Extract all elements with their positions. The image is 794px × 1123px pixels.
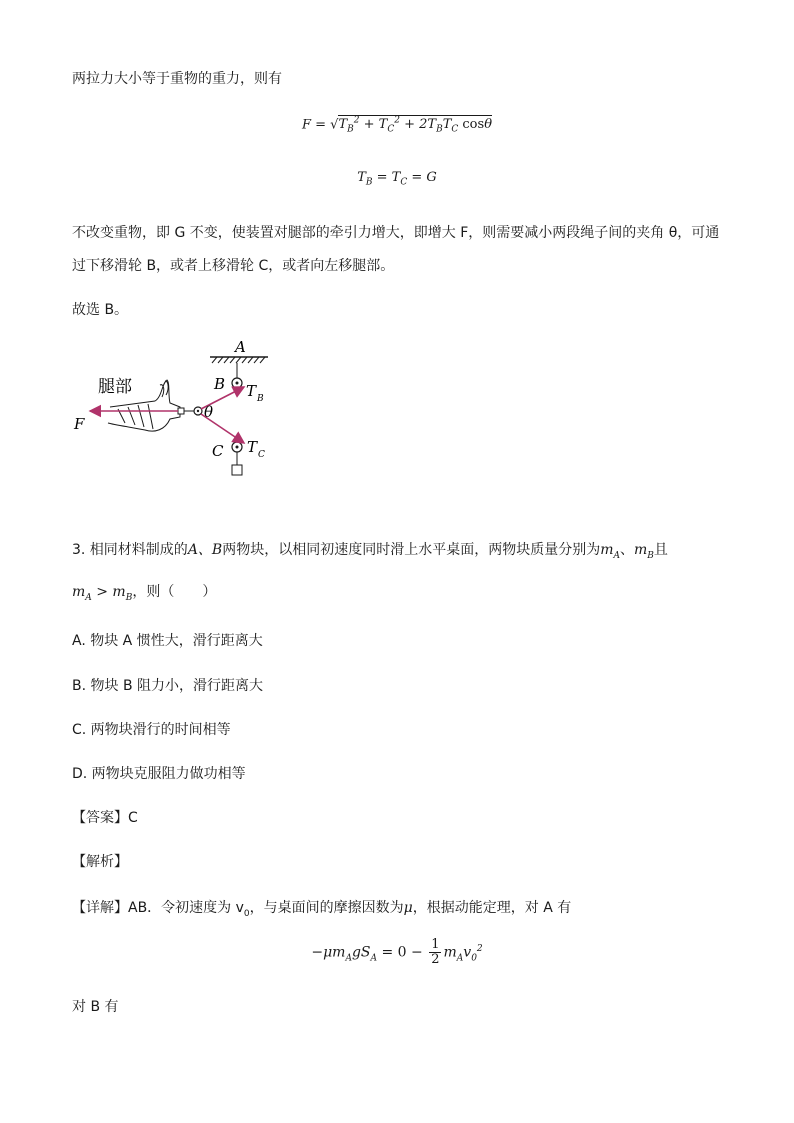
label-tc-sub: C bbox=[258, 450, 265, 460]
label-tb: T bbox=[246, 382, 257, 400]
label-tc: T bbox=[247, 438, 258, 456]
option-d: D. 两物块克服阻力做功相等 bbox=[72, 766, 246, 782]
label-b: B bbox=[214, 375, 226, 393]
label-theta: θ bbox=[204, 403, 214, 421]
option-c: C. 两物块滑行的时间相等 bbox=[72, 722, 231, 738]
option-b: B. 物块 B 阻力小，滑行距离大 bbox=[72, 678, 264, 694]
for-b-text: 对 B 有 bbox=[72, 999, 119, 1015]
pulley-c-icon bbox=[232, 442, 242, 475]
pulley-traction-diagram bbox=[70, 335, 290, 485]
label-f: F bbox=[74, 415, 85, 433]
explanation-line-2: 过下移滑轮 B，或者上移滑轮 C，或者向左移腿部。 bbox=[72, 258, 395, 274]
hanging-weight-icon bbox=[232, 465, 242, 475]
label-tb-sub: B bbox=[257, 394, 264, 404]
label-a: A bbox=[235, 338, 246, 356]
knot-pulley-icon bbox=[194, 407, 202, 415]
formula-force-magnitude: $F = √T_B^2 + T_C^2 + 2T_BT_C$ cosθ bbox=[301, 116, 493, 135]
label-leg: 腿部 bbox=[98, 377, 132, 397]
intro-text: 两拉力大小等于重物的重力，则有 bbox=[72, 71, 282, 87]
answer-row: 【答案】C bbox=[72, 810, 138, 826]
question-3-line-1: 3. 相同材料制成的A、B两物块，以相同初速度同时滑上水平桌面，两物块质量分别为$m_A$、$m_B$且 bbox=[72, 542, 668, 561]
question-3-line-2: $m_A > m_B$，则（ ） bbox=[72, 584, 217, 603]
analysis-heading: 【解析】 bbox=[72, 854, 128, 870]
pulley-b-icon bbox=[232, 378, 242, 388]
detail-text: 【详解】AB．令初速度为 $v_0$，与桌面间的摩擦因数为μ，根据动能定理，对 A 有 bbox=[72, 900, 572, 919]
choose-answer-text: 故选 B。 bbox=[72, 302, 129, 318]
option-a: A. 物块 A 惯性大，滑行距离大 bbox=[72, 633, 263, 649]
formula-work-energy-a: $-\mu m_AgS_A = 0$ − $\frac{1}{2}$ $m_Av_0^2$ bbox=[311, 937, 483, 967]
explanation-line-1: 不改变重物，即 G 不变，使装置对腿部的牵引力增大，即增大 F，则需要减小两段绳子间的夹角 θ，可通 bbox=[72, 225, 720, 241]
formula-tension-equal: $T_B = T_C = G$ bbox=[357, 170, 437, 188]
label-c: C bbox=[212, 442, 224, 460]
